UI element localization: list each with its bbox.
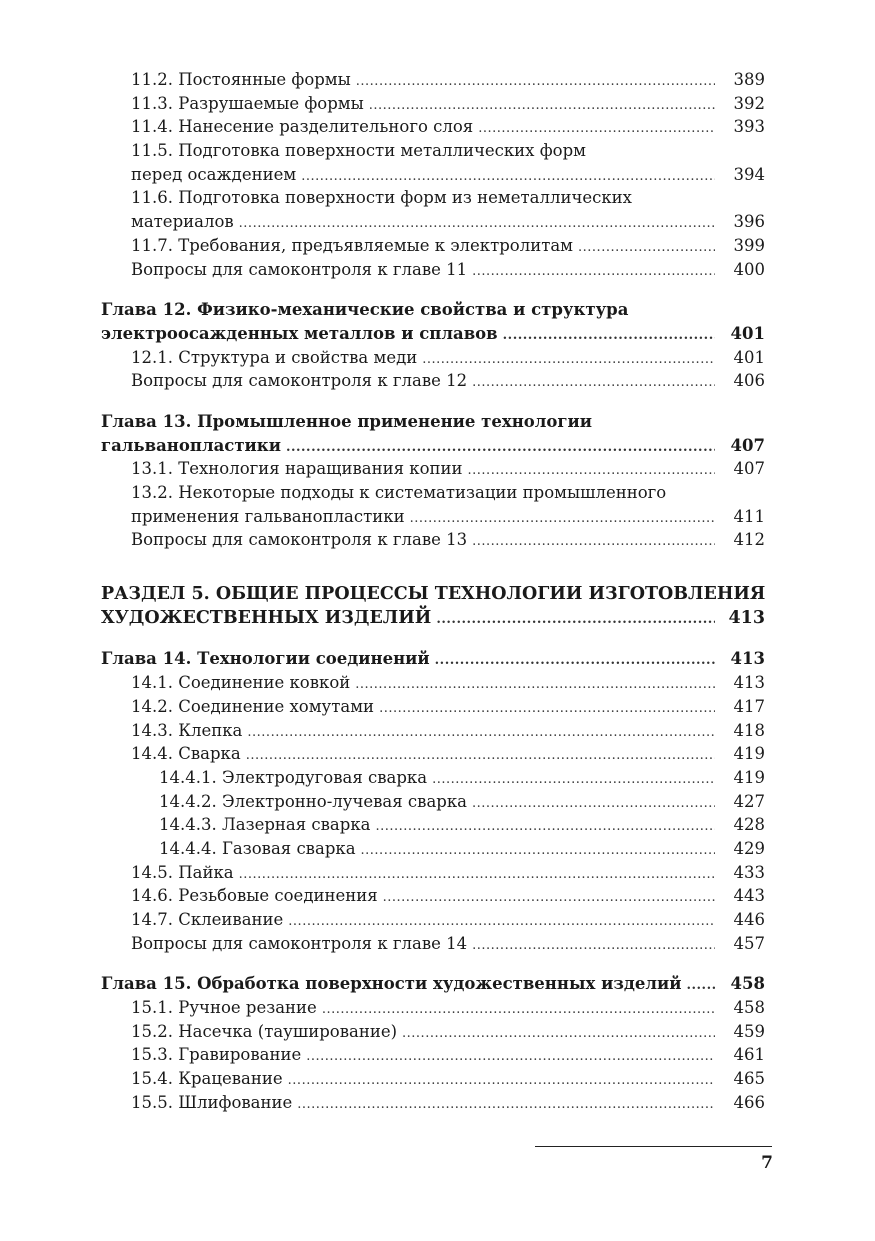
toc-chapter-13-heading[interactable] — [101, 410, 765, 457]
toc-entry-label: 11.3. Разрушаемые формы — [131, 93, 364, 113]
chapter-title: Глава 14. Технологии соединений — [101, 649, 430, 669]
chapter-title: Глава 12. Физико-механические свойства и структура — [101, 300, 629, 320]
toc-entry-15-4[interactable] — [101, 1067, 765, 1091]
toc-chapter-15-heading[interactable] — [101, 972, 765, 996]
toc-entry-15-5[interactable] — [101, 1091, 765, 1115]
toc-entry-11-4[interactable] — [101, 115, 765, 139]
toc-entry-14-5[interactable] — [101, 861, 765, 885]
toc-entry-label: 11.2. Постоянные формы — [131, 70, 351, 89]
toc-page-number: 407 — [733, 459, 765, 479]
toc-entry-label: 15.4. Крацевание — [131, 1069, 283, 1089]
toc-entry-label: 13.1. Технология наращивания копии — [131, 459, 463, 479]
toc-entry-14-4-3[interactable] — [101, 813, 765, 837]
toc-page-number: 401 — [733, 347, 765, 367]
toc-entry-14-4[interactable] — [101, 742, 765, 766]
toc-page-number: 394 — [733, 164, 765, 184]
toc-entry-label-continued: перед осаждением — [131, 164, 297, 184]
toc-page-number: 459 — [733, 1021, 765, 1041]
toc-entry-11-5[interactable] — [101, 139, 765, 186]
toc-entry-label: 15.2. Насечка (тауширование) — [131, 1021, 398, 1041]
toc-page-number: 466 — [733, 1092, 765, 1112]
toc-page-number: 411 — [733, 506, 765, 526]
toc-entry-13-1[interactable] — [101, 457, 765, 481]
section-title: РАЗДЕЛ 5. ОБЩИЕ ПРОЦЕССЫ ТЕХНОЛОГИИ ИЗГОТОВЛЕНИЯ — [101, 584, 766, 605]
chapter-title-continued: электроосажденных металлов и сплавов — [101, 323, 498, 343]
toc-page-number: 458 — [733, 998, 765, 1018]
toc-page-number: 465 — [733, 1069, 765, 1089]
toc-entry-label: 15.3. Гравирование — [131, 1045, 302, 1065]
toc-entry-label: 14.7. Склеивание — [131, 910, 284, 929]
toc-entry-label: 14.6. Резьбовые соединения — [131, 886, 378, 906]
toc-entry-14-4-4[interactable] — [101, 837, 765, 861]
toc-page-number: 413 — [728, 607, 765, 628]
toc-entry-label: 15.1. Ручное резание — [131, 998, 317, 1018]
chapter-title: Глава 13. Промышленное применение технологии — [101, 411, 593, 431]
section-title-continued: ХУДОЖЕСТВЕННЫХ ИЗДЕЛИЙ — [101, 607, 432, 628]
toc-entry-14-3[interactable] — [101, 719, 765, 743]
toc-entry-label: 14.4.2. Электронно-лучевая сварка — [159, 791, 468, 811]
toc-entry-questions-14[interactable] — [101, 932, 765, 956]
toc-page-number: 401 — [730, 323, 765, 343]
toc-entry-label: 14.4.3. Лазерная сварка — [159, 815, 371, 835]
toc-page-number: 389 — [733, 70, 765, 89]
toc-entry-label: 14.3. Клепка — [131, 720, 243, 740]
toc-entry-label: 14.4.4. Газовая сварка — [159, 838, 356, 858]
toc-page-number: 406 — [733, 371, 765, 391]
toc-chapter-12-heading[interactable] — [101, 298, 765, 345]
toc-page-number: 396 — [733, 212, 765, 232]
chapter-title: Глава 15. Обработка поверхности художественных изделий — [101, 974, 682, 994]
toc-entry-label: 12.1. Структура и свойства меди — [131, 347, 418, 367]
toc-entry-label-continued: применения гальванопластики — [131, 506, 405, 526]
toc-page-number: 418 — [733, 720, 765, 740]
toc-entry-label: 11.5. Подготовка поверхности металлических форм — [131, 141, 586, 161]
toc-entry-label: Вопросы для самоконтроля к главе 13 — [131, 530, 468, 550]
toc-entry-14-4-1[interactable] — [101, 766, 765, 790]
toc-entry-11-7[interactable] — [101, 234, 765, 258]
toc-entry-label: Вопросы для самоконтроля к главе 11 — [131, 259, 468, 279]
toc-page-number: 407 — [730, 435, 765, 455]
toc-entry-14-6[interactable] — [101, 884, 765, 908]
toc-entry-label: 15.5. Шлифование — [131, 1092, 293, 1112]
toc-entry-label: 14.5. Пайка — [131, 862, 234, 882]
toc-entry-15-1[interactable] — [101, 996, 765, 1020]
toc-entry-label: 11.7. Требования, предъявляемые к электролитам — [131, 235, 574, 255]
toc-page-number: 429 — [733, 838, 765, 858]
chapter-title-continued: гальванопластики — [101, 435, 281, 455]
toc-entry-questions-11[interactable] — [101, 258, 765, 282]
toc-page-number: 457 — [733, 933, 765, 953]
toc-entry-questions-12[interactable] — [101, 369, 765, 393]
toc-page-number: 417 — [733, 696, 765, 716]
toc-entry-13-2[interactable] — [101, 481, 765, 528]
toc-page-number: 433 — [733, 862, 765, 882]
toc-entry-label: 14.4. Сварка — [131, 744, 241, 764]
toc-page-number: 443 — [733, 886, 765, 906]
toc-entry-label: 13.2. Некоторые подходы к систематизации промышленного — [131, 483, 667, 502]
toc-page-number: 419 — [733, 744, 765, 764]
toc-entry-label: 14.4.1. Электродуговая сварка — [159, 767, 428, 787]
toc-page-number: 399 — [733, 235, 765, 255]
toc-entry-15-3[interactable] — [101, 1043, 765, 1067]
toc-entry-15-2[interactable] — [101, 1020, 765, 1044]
toc-page-number: 412 — [733, 530, 765, 550]
toc-page-number: 413 — [733, 673, 765, 693]
toc-entry-11-3[interactable] — [101, 92, 765, 116]
toc-entry-questions-13[interactable] — [101, 528, 765, 552]
toc-entry-label: 14.1. Соединение ковкой — [131, 673, 351, 693]
toc-entry-label: 11.6. Подготовка поверхности форм из неметаллических — [131, 188, 632, 208]
toc-entry-14-1[interactable] — [101, 671, 765, 695]
toc-entry-14-7[interactable] — [101, 908, 765, 932]
toc-page-number: 400 — [733, 259, 765, 279]
toc-entry-11-2[interactable] — [101, 68, 765, 92]
table-of-contents — [101, 68, 765, 1115]
toc-page-number: 419 — [733, 767, 765, 787]
toc-page-number: 446 — [733, 910, 765, 929]
toc-page-number: 427 — [733, 791, 765, 811]
toc-page-number: 392 — [733, 93, 765, 113]
toc-page-number: 428 — [733, 815, 765, 835]
toc-page-number: 461 — [733, 1045, 765, 1065]
toc-entry-label: 11.4. Нанесение разделительного слоя — [131, 117, 474, 137]
toc-chapter-14-heading[interactable] — [101, 647, 765, 671]
toc-page-number: 458 — [730, 974, 765, 994]
toc-entry-label: Вопросы для самоконтроля к главе 12 — [131, 371, 468, 391]
toc-entry-label: 14.2. Соединение хомутами — [131, 696, 375, 716]
toc-entry-14-2[interactable] — [101, 695, 765, 719]
page-number: 7 — [761, 1153, 773, 1173]
toc-page-number: 393 — [733, 117, 765, 137]
toc-entry-12-1[interactable] — [101, 346, 765, 370]
footer-divider — [535, 1146, 772, 1147]
toc-page-number: 413 — [730, 649, 765, 669]
toc-entry-14-4-2[interactable] — [101, 790, 765, 814]
toc-entry-label: Вопросы для самоконтроля к главе 14 — [131, 933, 468, 953]
toc-entry-label-continued: материалов — [131, 212, 234, 232]
toc-entry-11-6[interactable] — [101, 186, 765, 233]
toc-section-5-heading[interactable] — [101, 583, 765, 630]
